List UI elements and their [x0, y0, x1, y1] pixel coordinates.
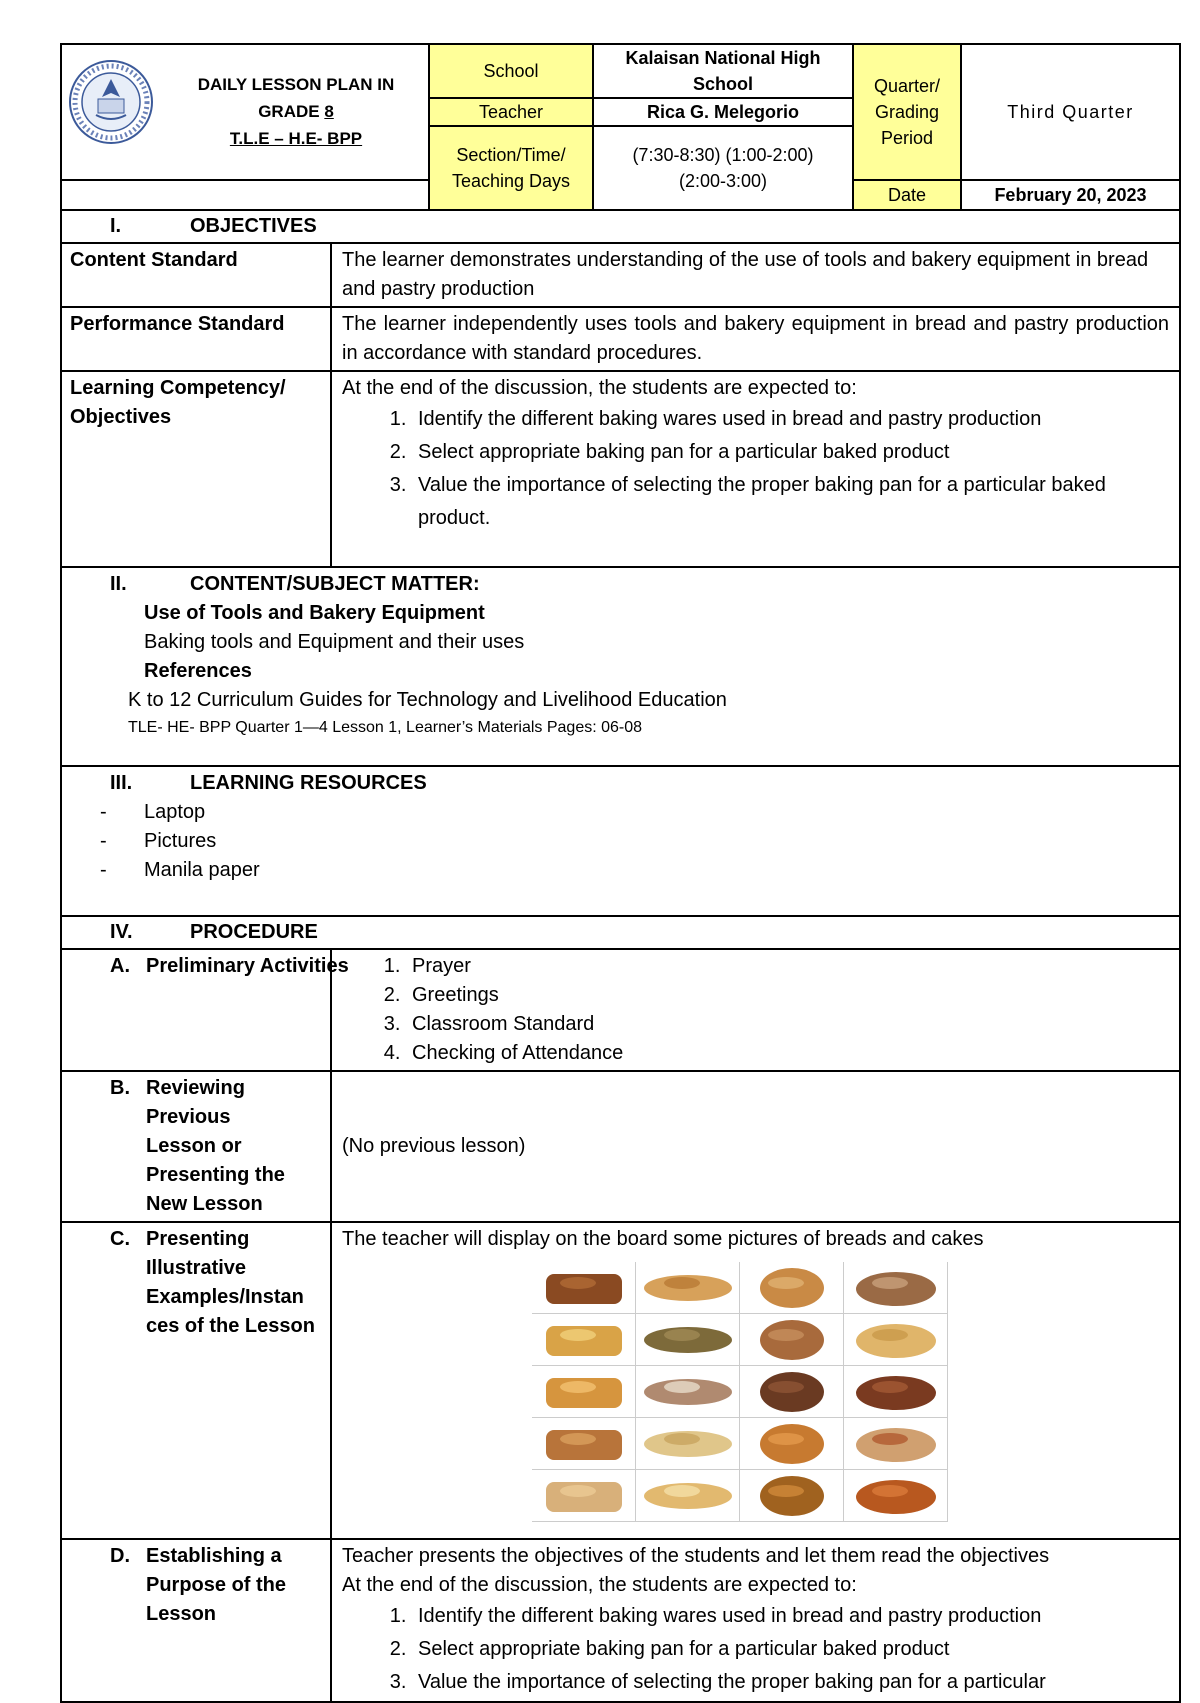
bread-picture [740, 1366, 844, 1418]
purpose-label: D. Establishing a Purpose of the Lesson [61, 1539, 331, 1702]
bread-picture [844, 1262, 948, 1314]
plan-title-line2: GRADE 8 [258, 102, 334, 121]
bread-picture [636, 1262, 740, 1314]
bread-picture [636, 1418, 740, 1470]
bread-picture-icon [844, 1470, 948, 1522]
bread-picture-icon [740, 1262, 844, 1314]
list-item: 3. Classroom Standard [406, 1010, 1169, 1039]
bread-picture-icon [636, 1470, 740, 1522]
bread-picture [740, 1314, 844, 1366]
bread-picture-icon [844, 1366, 948, 1418]
title-cell [61, 44, 429, 180]
lesson-plan-sheet [60, 43, 1179, 1703]
references-label: References [144, 660, 252, 682]
purpose-value: Teacher presents the objectives of the students and let them read the objectives At the end of the discussion, the students are expected to: 1. Identify the different baking wares used in bread and pastry production 2. Select appropriate baking pan for a particular baked product 3. Value the importance of selecting the proper baking pan for a particular [331, 1539, 1180, 1702]
list-item: 2. Greetings [406, 981, 1169, 1010]
bread-picture [740, 1418, 844, 1470]
bread-picture [532, 1470, 636, 1522]
purpose-list [342, 1600, 1169, 1699]
bread-picture [636, 1314, 740, 1366]
reference-2: TLE- HE- BPP Quarter 1—4 Lesson 1, Learner’s Materials Pages: 06-08 [128, 719, 643, 736]
bread-picture-icon [636, 1262, 740, 1314]
list-item: 1. Identify the different baking wares used in bread and pastry production [412, 403, 1169, 436]
bread-picture [532, 1314, 636, 1366]
presenting-label: C. Presenting Illustrative Examples/Instan ces of the Lesson [61, 1222, 331, 1539]
list-item: 3. Value the importance of selecting the proper baking pan for a particular baked product. [412, 469, 1169, 535]
list-item: 1. Identify the different baking wares used in bread and pastry production [412, 1600, 1169, 1633]
section-label: Section/Time/ Teaching Days [429, 126, 593, 210]
list-item: 2. Select appropriate baking pan for a particular baked product [412, 1633, 1169, 1666]
bread-picture-icon [532, 1366, 636, 1418]
grade-value: 8 [324, 102, 334, 121]
performance-standard-label: Performance Standard [61, 307, 331, 371]
list-item: 4. Checking of Attendance [406, 1039, 1169, 1068]
bread-picture [740, 1262, 844, 1314]
quarter-value: Third Quarter [961, 44, 1180, 180]
list-item: 1. Prayer [406, 952, 1169, 981]
bread-picture-icon [532, 1418, 636, 1470]
bread-picture-icon [844, 1418, 948, 1470]
plan-title-line3: T.L.E – H.E- BPP [229, 129, 363, 148]
teacher-value: Rica G. Melegorio [593, 98, 853, 126]
bread-picture [844, 1314, 948, 1366]
bread-picture [636, 1470, 740, 1522]
competency-label: Learning Competency/ Objectives [61, 371, 331, 567]
bread-picture-icon [636, 1314, 740, 1366]
body-table [60, 209, 1181, 1703]
quarter-label: Quarter/ Grading Period [853, 44, 961, 180]
bread-picture-icon [844, 1262, 948, 1314]
bread-picture [740, 1470, 844, 1522]
bread-picture [636, 1366, 740, 1418]
content-standard-label: Content Standard [61, 243, 331, 307]
bread-picture [844, 1366, 948, 1418]
list-item: 3. Value the importance of selecting the proper baking pan for a particular [412, 1666, 1169, 1699]
bread-picture [532, 1366, 636, 1418]
content-section: II. CONTENT/SUBJECT MATTER: Use of Tools and Bakery Equipment Baking tools and Equipment and their uses References K to 12 Curriculum Guides for Technology and Livelihood Education TLE- HE- BPP Quarter 1—4 Lesson 1, Learner’s Materials Pages: 06-08 [61, 567, 1180, 766]
header-table [60, 43, 1181, 211]
bread-picture-icon [740, 1470, 844, 1522]
competency-value: At the end of the discussion, the students are expected to: 1. Identify the different baking wares used in bread and pastry production 2. Select appropriate baking pan for a particular baked product 3. Value the importance of selecting the proper baking pan for a particular baked product. [331, 371, 1180, 567]
bread-picture-icon [740, 1366, 844, 1418]
bread-picture-icon [532, 1470, 636, 1522]
content-topic: Use of Tools and Bakery Equipment [144, 602, 485, 624]
plan-title-line1: DAILY LESSON PLAN IN [197, 75, 395, 94]
date-label: Date [853, 180, 961, 210]
preliminary-label: A. Preliminary Activities [61, 949, 331, 1071]
content-standard-value: The learner demonstrates understanding of the use of tools and bakery equipment in bread and pastry production [331, 243, 1180, 307]
teacher-label: Teacher [429, 98, 593, 126]
deped-seal-icon [68, 59, 154, 145]
resources-section: III. LEARNING RESOURCES - Laptop - Pictures - Manila paper [61, 766, 1180, 916]
presenting-value: The teacher will display on the board some pictures of breads and cakes [331, 1222, 1180, 1539]
bread-pictures-grid [532, 1262, 948, 1522]
bread-picture [532, 1262, 636, 1314]
school-value: Kalaisan National High School [593, 44, 853, 98]
preliminary-value [331, 949, 1180, 1071]
date-value: February 20, 2023 [961, 180, 1180, 210]
performance-standard-value: The learner independently uses tools and bakery equipment in bread and pastry production in accordance with standard procedures. [331, 307, 1180, 371]
reference-1: K to 12 Curriculum Guides for Technology and Livelihood Education [128, 689, 727, 711]
content-subtopic: Baking tools and Equipment and their uses [144, 631, 525, 653]
reviewing-label: B. Reviewing Previous Lesson or Presenting the New Lesson [61, 1071, 331, 1222]
section-value: (7:30-8:30) (1:00-2:00) (2:00-3:00) [593, 126, 853, 210]
bread-picture-icon [844, 1314, 948, 1366]
objectives-heading: I. OBJECTIVES [61, 210, 1180, 243]
bread-picture-icon [532, 1262, 636, 1314]
bread-picture-icon [636, 1366, 740, 1418]
bread-picture-icon [532, 1314, 636, 1366]
bread-picture [844, 1470, 948, 1522]
bread-picture-icon [740, 1418, 844, 1470]
reviewing-value: (No previous lesson) [331, 1071, 1180, 1222]
list-item: 2. Select appropriate baking pan for a particular baked product [412, 436, 1169, 469]
preliminary-list [342, 952, 1169, 1068]
bread-picture [844, 1418, 948, 1470]
resources-heading: LEARNING RESOURCES [190, 772, 427, 794]
list-item: - Laptop [100, 801, 206, 823]
bread-picture-icon [636, 1418, 740, 1470]
bread-picture [532, 1418, 636, 1470]
school-label: School [429, 44, 593, 98]
content-heading: CONTENT/SUBJECT MATTER: [190, 573, 480, 595]
bread-picture-icon [740, 1314, 844, 1366]
list-item: - Manila paper [100, 859, 260, 881]
procedure-heading: IV. PROCEDURE [61, 916, 1180, 949]
objective-list [342, 403, 1169, 535]
title-cell-bottom [61, 180, 429, 210]
list-item: - Pictures [100, 830, 217, 852]
